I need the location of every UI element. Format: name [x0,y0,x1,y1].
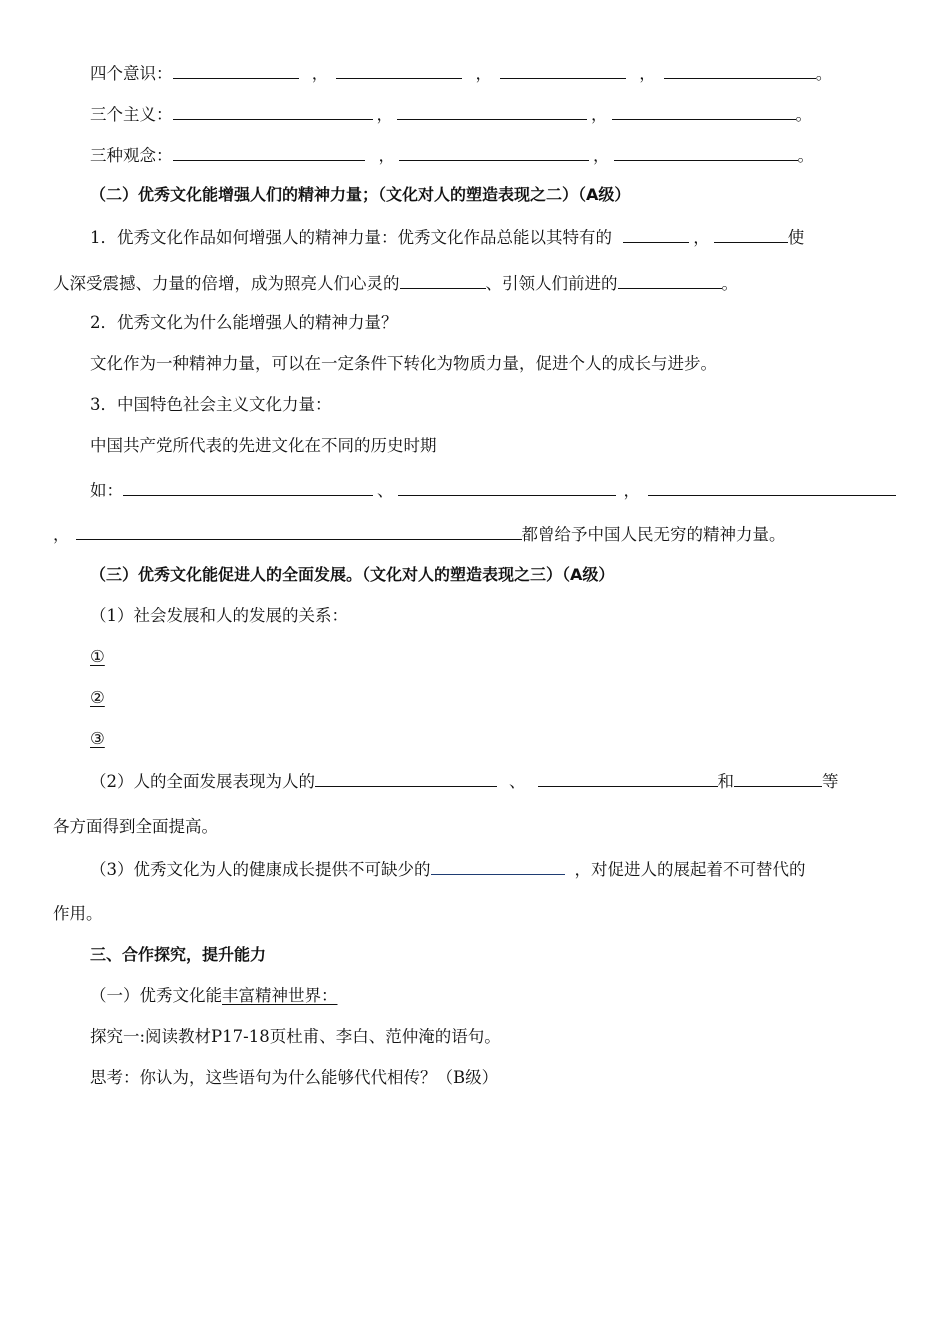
comma: ， [593,146,610,165]
blank-2[interactable] [336,61,462,79]
blank-3[interactable] [614,143,798,161]
comma: ， [376,105,393,124]
q1-text: 1．优秀文化作品如何增强人的精神力量：优秀文化作品总能以其特有的 [90,228,612,247]
period: 。 [797,146,814,165]
section2-q1 [90,225,804,249]
blank-2[interactable] [397,102,587,120]
comma: ， [53,525,70,544]
blank-3[interactable] [648,478,896,496]
part3-explore1: 探究一:阅读教材P17-18页杜甫、李白、范仲淹的语句。 [90,1027,501,1046]
blank-4[interactable] [76,522,522,540]
comma: ， [623,481,640,500]
he-text: 和 [717,772,734,791]
dun-mark: 、 [509,772,526,791]
section2-q2-answer: 文化作为一种精神力量，可以在一定条件下转化为物质力量，促进个人的成长与进步。 [90,354,717,373]
blank-1[interactable] [173,102,373,120]
blank-2[interactable] [399,143,589,161]
blank-1[interactable] [431,857,565,875]
blank-1[interactable] [123,478,373,496]
section3-p1: （1）社会发展和人的发展的关系： [90,606,348,625]
comma: ， [693,228,710,247]
section2-q1-line2 [53,271,738,295]
blank-4[interactable] [664,61,816,79]
sub-prefix: （一）优秀文化能 [90,986,222,1005]
four-awareness-line [90,61,832,85]
three-views-line [90,143,814,167]
blank-4[interactable] [618,271,722,289]
section2-q3-line3 [53,522,786,546]
blank-2[interactable] [398,478,616,496]
part3-think: 思考：你认为，这些语句为什么能够代代相传？（B级） [90,1068,499,1087]
blank-1[interactable] [173,61,299,79]
blank-2[interactable] [538,769,718,787]
section2-heading: （二）优秀文化能增强人们的精神力量；（文化对人的塑造表现之二）（A级） [90,185,631,204]
comma: ， [639,64,656,83]
blank-3[interactable] [612,102,796,120]
section3-p2-line2: 各方面得到全面提高。 [53,817,218,836]
p2-text: （2）人的全面发展表现为人的 [90,772,315,791]
section3-p3-line2: 作用。 [53,904,103,923]
sub-underlined: 丰富精神世界： [222,986,338,1005]
deng-text: 等 [822,772,839,791]
p3-text-b: ，对促进人的展起着不可替代的 [574,860,806,879]
circled-1[interactable]: ① [90,647,105,666]
ru-label: 如： [90,481,123,500]
comma: ， [311,64,329,83]
three-isms-label: 三个主义： [90,105,173,124]
q1-text-end: 使 [787,228,805,247]
comma: ， [591,105,608,124]
circled-2[interactable]: ② [90,688,105,707]
part3-sub [90,985,338,1007]
blank-3[interactable] [400,271,486,289]
circled-3[interactable]: ③ [90,729,105,748]
comma: ， [378,146,395,165]
blank-1[interactable] [623,225,689,243]
section3-p3 [90,857,806,881]
section2-q3: 3．中国特色社会主义文化力量： [90,395,332,414]
blank-1[interactable] [173,143,365,161]
three-isms-line [90,102,812,126]
section2-q3-examples [90,478,896,502]
q1-line2-text-b: 、引领人们前进的 [485,274,618,293]
blank-2[interactable] [714,225,788,243]
dun-mark: 、 [377,481,394,500]
section2-q2: 2．优秀文化为什么能增强人的精神力量？ [90,313,398,332]
section3-heading: （三）优秀文化能促进人的全面发展。（文化对人的塑造表现之三）（A级） [90,565,615,584]
period: 。 [795,105,812,124]
blank-3[interactable] [734,769,822,787]
comma: ， [475,64,492,83]
three-views-label: 三种观念： [90,146,173,165]
q3-line3-text: 都曾给予中国人民无穷的精神力量。 [521,525,786,544]
period: 。 [721,274,738,293]
part3-heading: 三、合作探究，提升能力 [90,945,267,964]
blank-1[interactable] [315,769,497,787]
period: 。 [815,64,833,83]
q1-line2-text: 人深受震撼、力量的倍增，成为照亮人们心灵的 [53,274,400,293]
section3-p2 [90,769,839,793]
p3-text: （3）优秀文化为人的健康成长提供不可缺少的 [90,860,431,879]
four-awareness-label: 四个意识： [90,64,173,83]
section2-q3-line1: 中国共产党所代表的先进文化在不同的历史时期 [90,436,437,455]
blank-3[interactable] [500,61,626,79]
